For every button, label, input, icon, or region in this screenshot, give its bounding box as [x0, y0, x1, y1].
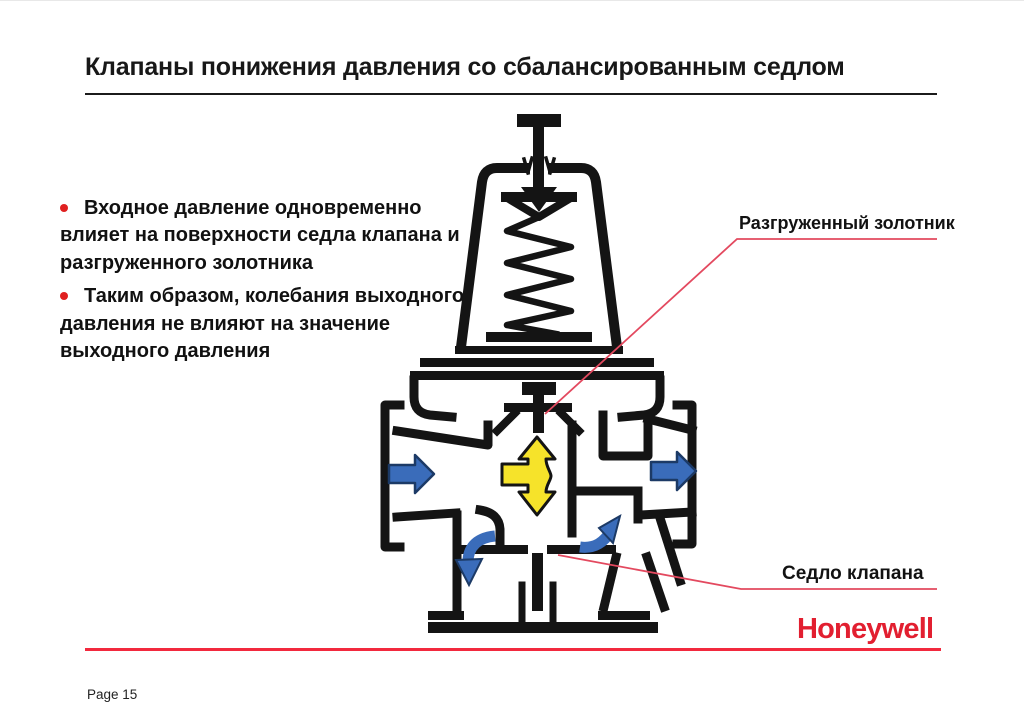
flow-arrow-bypass-left-icon: [456, 536, 495, 585]
diaphragm-assembly: [410, 346, 664, 407]
bonnet-neck-right: [622, 380, 660, 417]
callout-seat-label: Седло клапана: [782, 563, 924, 584]
footer-rule: [85, 648, 941, 651]
honeywell-logo: Honeywell: [797, 613, 934, 645]
page-title: Клапаны понижения давления со сбалансированным седлом: [85, 53, 845, 81]
flow-arrow-branch-icon: [502, 437, 555, 515]
bonnet-neck-left: [414, 380, 452, 417]
spring-icon: [507, 217, 571, 334]
flow-arrow-bypass-right-icon: [580, 516, 620, 547]
spring-bottom-plate: [486, 332, 592, 342]
flow-arrow-inlet-icon: [389, 455, 434, 493]
callout-spool-label: Разгруженный золотник: [739, 213, 955, 233]
page-number-label: Page 15: [87, 687, 138, 702]
bullet-text: Входное давление одновременно влияет на поверхности седла клапана и разгруженного золотника: [60, 197, 460, 274]
balanced-spool: [497, 403, 579, 433]
bullet-text: Таким образом, колебания выходного давления не влияют на значение выходного давления: [60, 285, 465, 362]
